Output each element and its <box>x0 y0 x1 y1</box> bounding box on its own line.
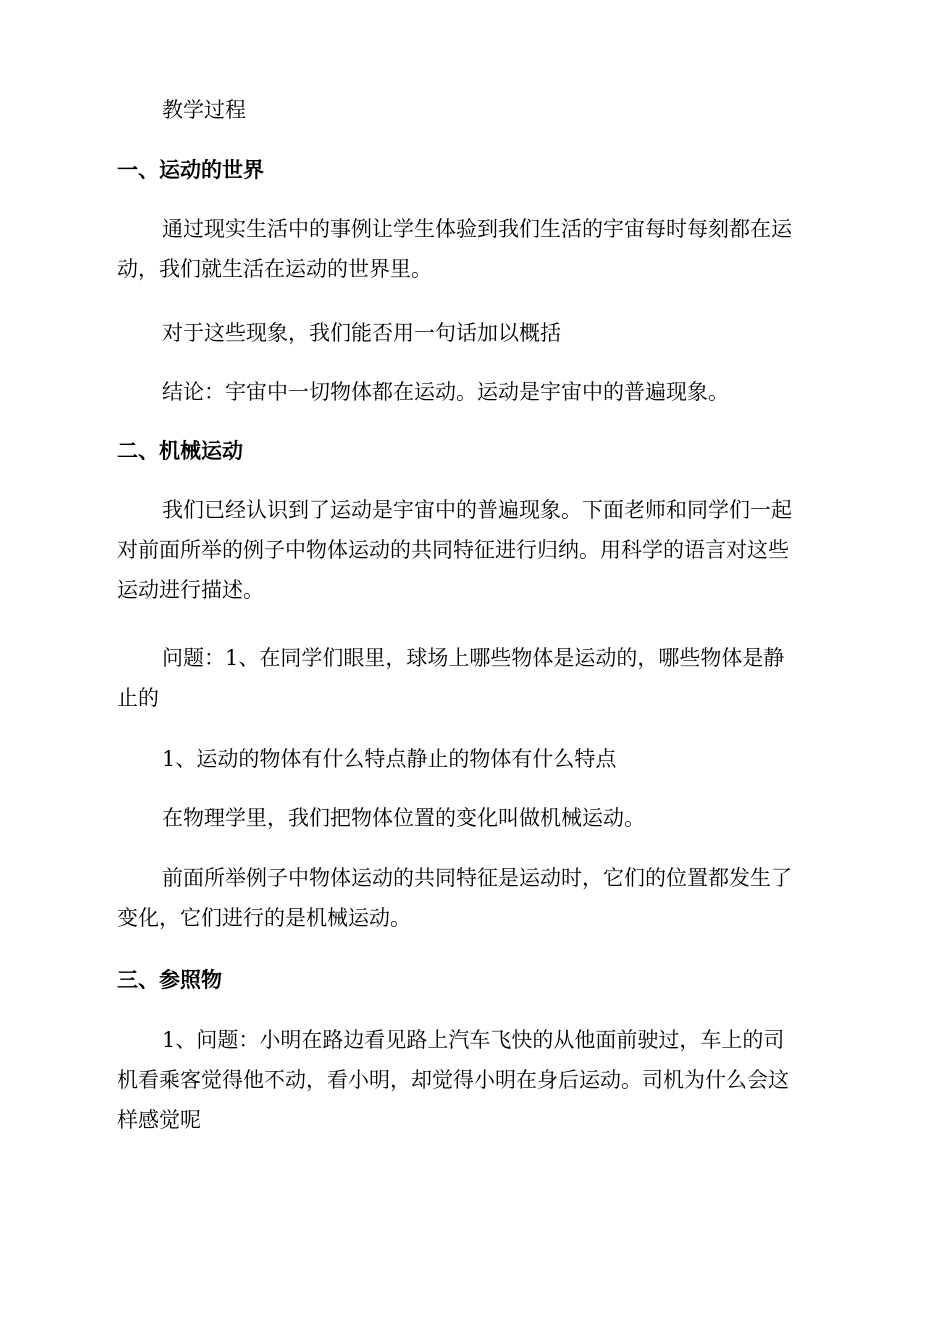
paragraph-line: 动，我们就生活在运动的世界里。 <box>117 257 432 281</box>
section-2-paragraph-1 <box>117 490 835 610</box>
paragraph-line: 1、运动的物体有什么特点静止的物体有什么特点 <box>162 747 617 771</box>
section-2-heading-block <box>117 431 835 471</box>
paragraph-line: 在物理学里，我们把物体位置的变化叫做机械运动。 <box>162 806 645 830</box>
paragraph-line: 通过现实生活中的事例让学生体验到我们生活的宇宙每时每刻都在运 <box>162 217 792 241</box>
section-2-paragraph-4 <box>117 798 835 838</box>
section-1-paragraph-3 <box>117 372 835 412</box>
section-heading: 三、参照物 <box>117 967 222 992</box>
paragraph-line: 我们已经认识到了运动是宇宙中的普遍现象。下面老师和同学们一起 <box>162 498 792 522</box>
paragraph-line: 运动进行描述。 <box>117 578 264 602</box>
section-1-paragraph-2 <box>117 313 835 353</box>
paragraph-line: 机看乘客觉得他不动，看小明，却觉得小明在身后运动。司机为什么会这 <box>117 1068 789 1092</box>
section-heading: 二、机械运动 <box>117 438 243 463</box>
paragraph-line: 止的 <box>117 686 159 710</box>
section-3-paragraph-1 <box>117 1020 835 1140</box>
section-heading: 一、运动的世界 <box>117 157 264 182</box>
paragraph-line: 结论：宇宙中一切物体都在运动。运动是宇宙中的普遍现象。 <box>162 380 729 404</box>
section-3-heading-block <box>117 960 835 1000</box>
paragraph-line: 对于这些现象，我们能否用一句话加以概括 <box>162 321 561 345</box>
document-title: 教学过程 <box>162 98 246 122</box>
section-2-paragraph-3 <box>117 739 835 779</box>
section-2-paragraph-5 <box>117 858 835 938</box>
section-1-heading-block <box>117 150 835 190</box>
section-2-paragraph-2 <box>117 638 835 718</box>
paragraph-line: 问题：1、在同学们眼里，球场上哪些物体是运动的，哪些物体是静 <box>162 646 785 670</box>
document-title-block <box>117 90 835 130</box>
section-1-paragraph-1 <box>117 209 835 289</box>
paragraph-line: 变化，它们进行的是机械运动。 <box>117 906 411 930</box>
paragraph-line: 1、问题：小明在路边看见路上汽车飞快的从他面前驶过，车上的司 <box>162 1028 785 1052</box>
paragraph-line: 前面所举例子中物体运动的共同特征是运动时，它们的位置都发生了 <box>162 866 792 890</box>
paragraph-line: 样感觉呢 <box>117 1108 201 1132</box>
paragraph-line: 对前面所举的例子中物体运动的共同特征进行归纳。用科学的语言对这些 <box>117 538 789 562</box>
